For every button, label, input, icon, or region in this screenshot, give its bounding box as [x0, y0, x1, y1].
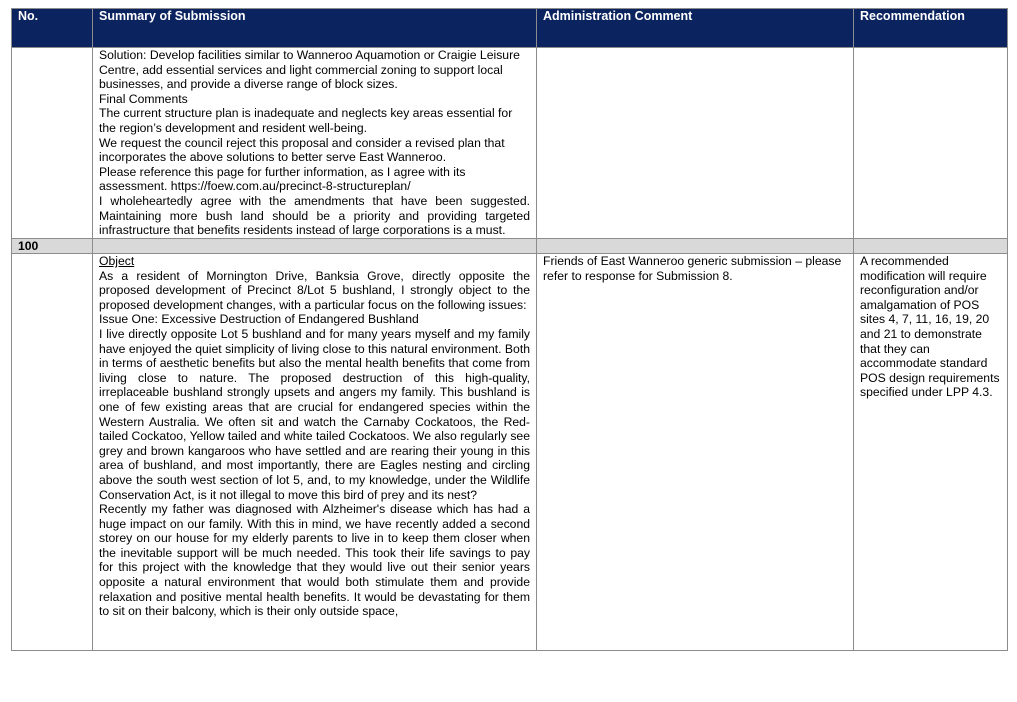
cell-admin-comment: Friends of East Wanneroo generic submission – please refer to response for Submission 8.: [537, 254, 854, 651]
summary-paragraph: Please reference this page for further information, as I agree with its assessment. https://foew.com.au/precinct-8-structureplan/: [99, 164, 466, 194]
header-no: No.: [12, 9, 93, 48]
submission-number: 100: [12, 239, 93, 254]
cell-no: [12, 254, 93, 651]
summary-heading: Object: [99, 254, 135, 268]
header-row: [12, 9, 1008, 48]
cell-recommendation: A recommended modification will require reconfiguration and/or amalgamation of POS sites 4, 7, 11, 16, 19, 20 and 21 to demonstrate that they can accommodate standard POS design requirements specified under LPP 4.3.: [854, 254, 1008, 651]
header-summary: Summary of Submission: [93, 9, 537, 48]
summary-paragraph: I wholeheartedly agree with the amendments that have been suggested. Maintaining more bush land should be a priority and providing targeted infrastructure that benefits residents instead of large corporations is a must.: [99, 193, 530, 238]
summary-paragraph: I live directly opposite Lot 5 bushland and for many years myself and my family have enjoyed the quiet simplicity of living close to this natural environment. Both in terms of aesthetic benefits but also the mental health benefits that come from living close to nature. The proposed destruction of this high-quality, irreplaceable bushland strongly upsets and angers my family. This bushland is one of few existing areas that are crucial for endangered species within the Western Australia. We often sit and watch the Carnaby Cockatoos, the Red-tailed Cockatoo, Yellow tailed and white tailed Cockatoos. We also regularly see grey and brown kangaroos who have settled and are rearing their young in this area of bushland, and most importantly, there are Eagles nesting and circling above the south west section of lot 5, and, to my knowledge, under the Wildlife Conservation Act, is it not illegal to move this bird of prey and its nest?: [99, 326, 530, 502]
summary-paragraph: Final Comments: [99, 91, 188, 106]
table-header: [12, 9, 1008, 48]
summary-paragraph: Recently my father was diagnosed with Alzheimer's disease which has had a huge impact on our family. With this in mind, we have recently added a second storey on our house for my elderly parents to live in to keep them closer when the inevitable support will be much needed. This took their life savings to pay for this project with the knowledge that they would live out their senior years opposite a natural environment that would both stimulate them and provide relaxation and positive mental health benefits. It would be devastating for them to sit on their balcony, which is their only outside space,: [99, 502, 530, 619]
summary-paragraph: Issue One: Excessive Destruction of Endangered Bushland: [99, 312, 419, 327]
cell-admin-comment: [537, 48, 854, 239]
cell-summary: [93, 254, 537, 651]
table-row: [12, 254, 1008, 651]
summary-paragraph: The current structure plan is inadequate and neglects key areas essential for the region’s development and resident well-being.: [99, 106, 513, 135]
summary-paragraph: As a resident of Mornington Drive, Banksia Grove, directly opposite the proposed development of Precinct 8/Lot 5 bushland, I strongly object to the proposed development changes, with a particular focus on the following issues:: [99, 268, 530, 312]
separator-cell: [854, 239, 1008, 254]
separator-cell: [93, 239, 537, 254]
table-row: [12, 48, 1008, 239]
header-recommendation: Recommendation: [854, 9, 1008, 48]
cell-recommendation: [854, 48, 1008, 239]
header-admin-comment: Administration Comment: [537, 9, 854, 48]
cell-summary: [93, 48, 537, 239]
cell-no: [12, 48, 93, 239]
summary-paragraph: We request the council reject this proposal and consider a revised plan that incorporates the above solutions to better serve East Wanneroo.: [99, 135, 505, 165]
submission-number-row: [12, 239, 1008, 254]
submissions-table: [11, 8, 1008, 651]
summary-paragraph: Solution: Develop facilities similar to Wanneroo Aquamotion or Craigie Leisure Centre, add essential services and light commercial zoning to support local businesses, and provide a diverse range of block sizes.: [99, 48, 520, 92]
separator-cell: [537, 239, 854, 254]
